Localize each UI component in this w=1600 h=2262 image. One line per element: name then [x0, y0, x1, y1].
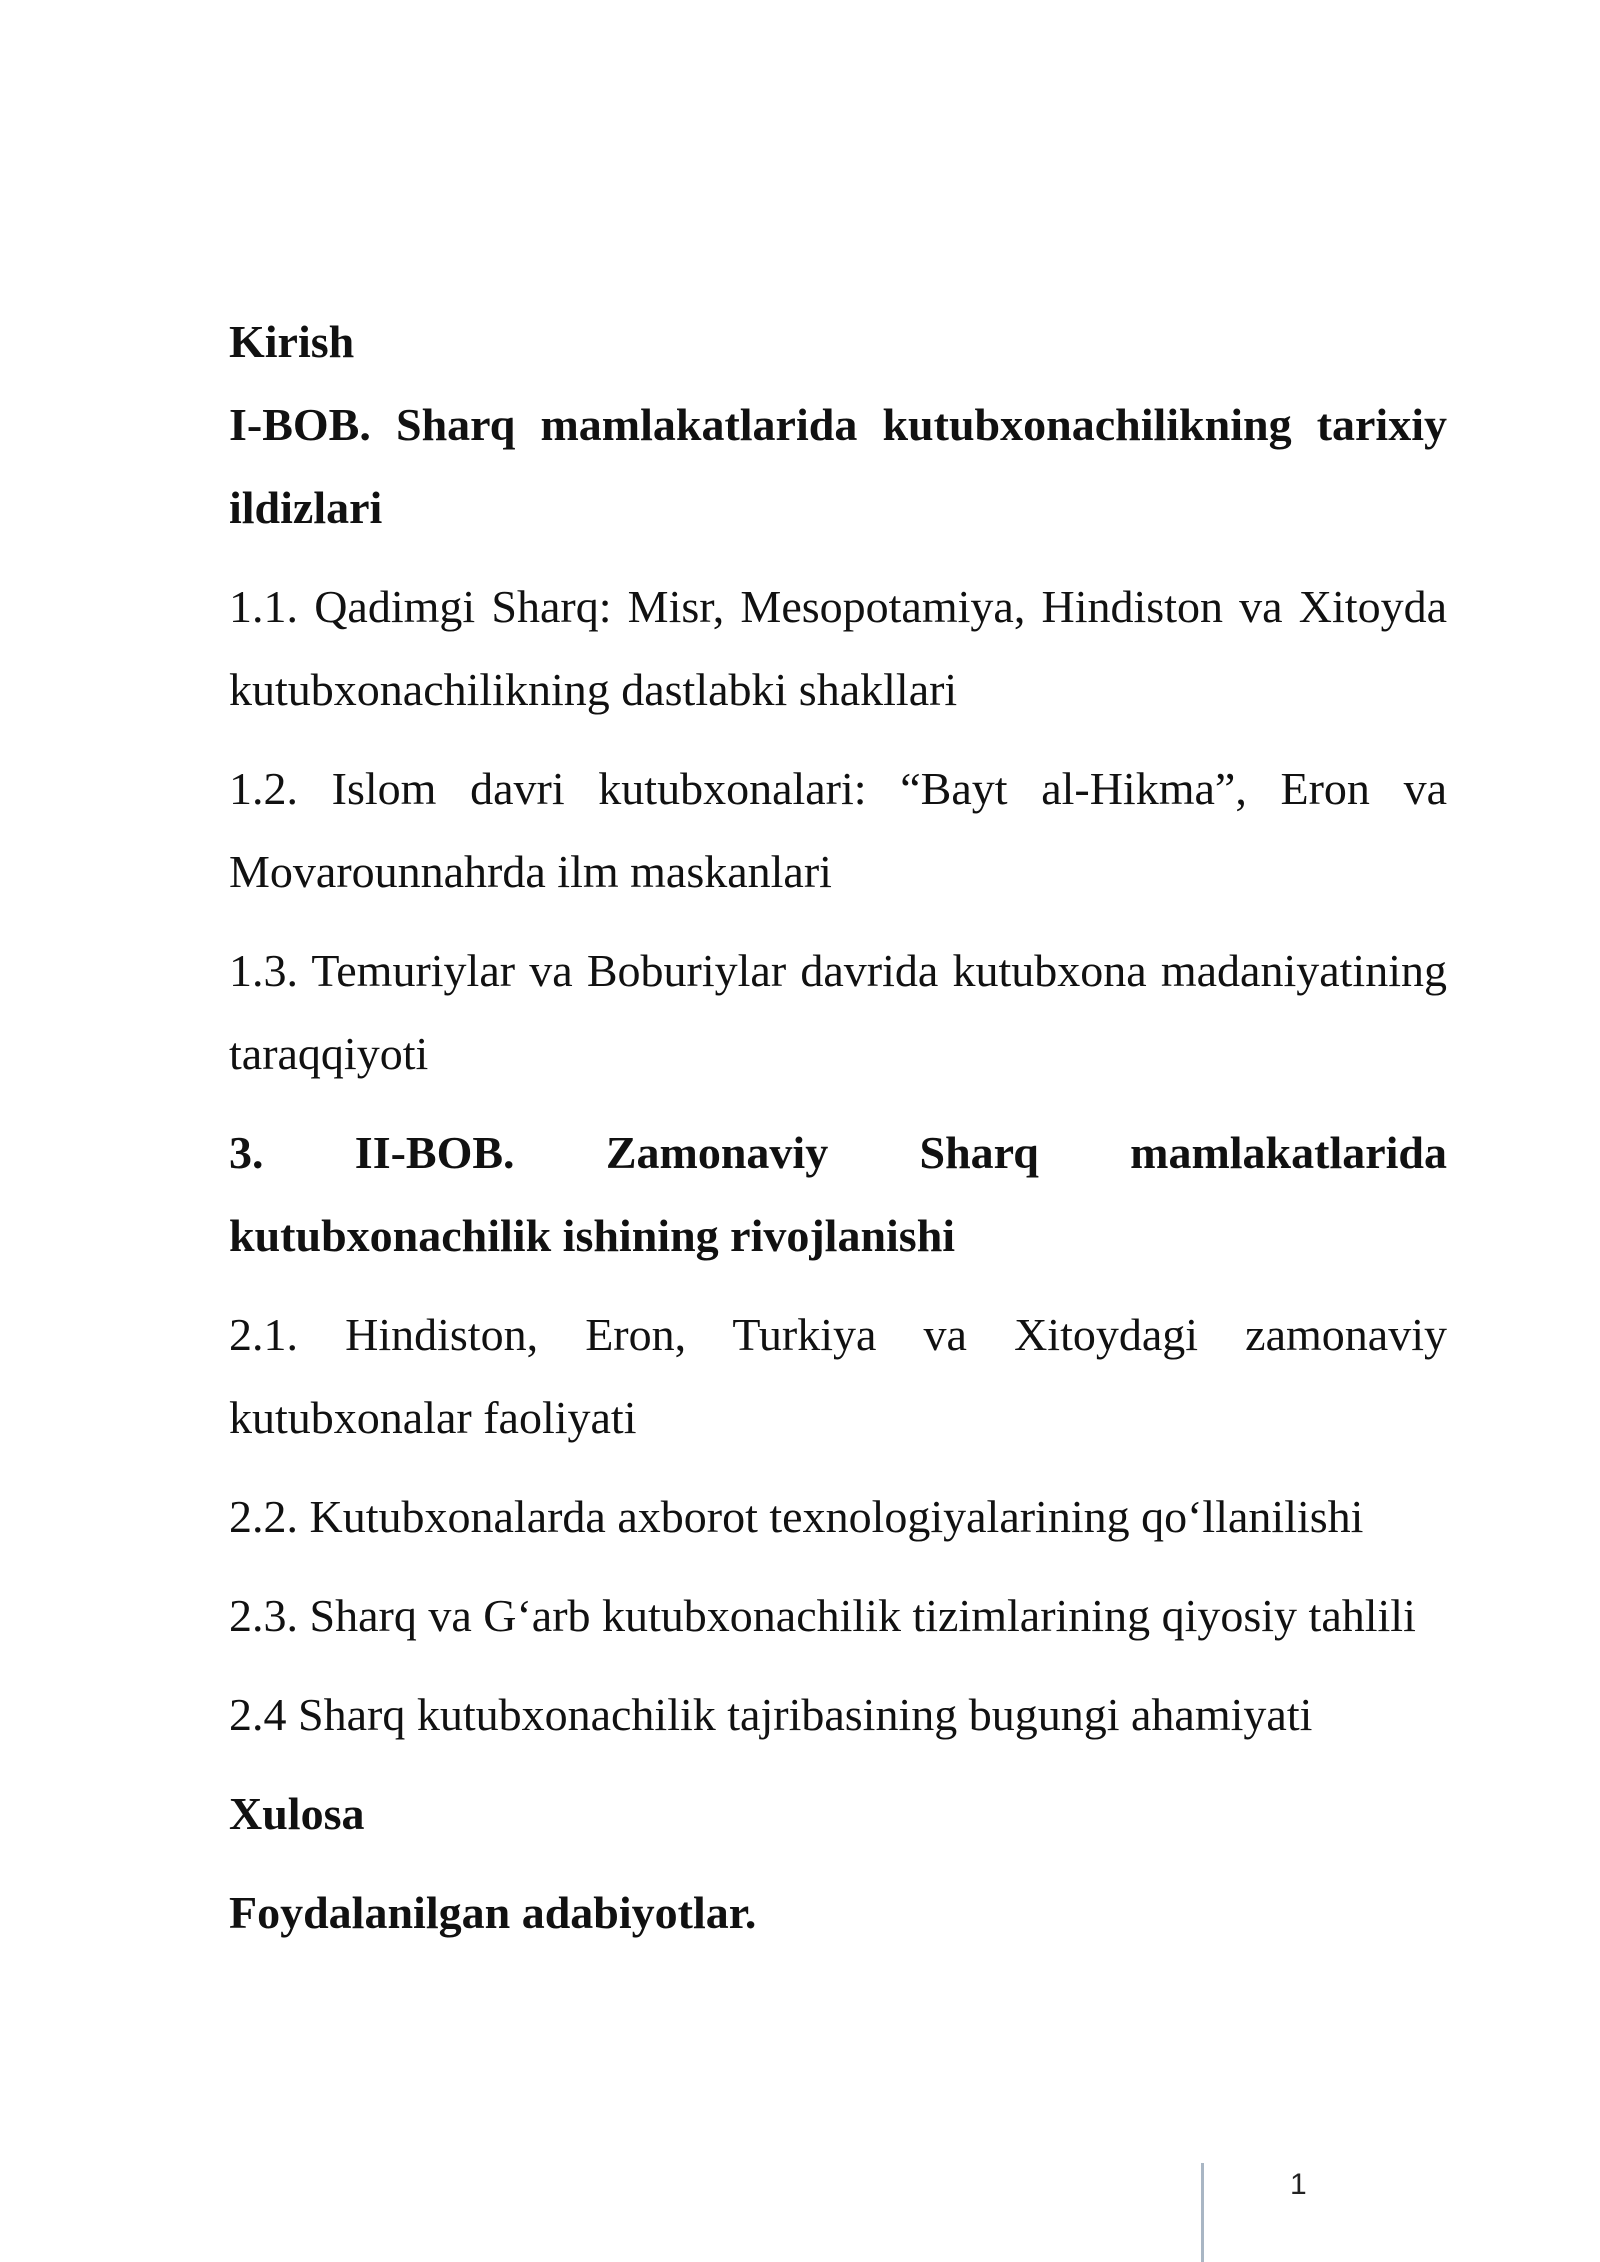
toc-entry-2-1: 2.1. Hindiston, Eron, Turkiya va Xitoydagi zamonaviy kutubxonalar faoliyati — [229, 1309, 1447, 1443]
toc-entry-chapter-1: I-BOB. Sharq mamlakatlarida kutubxonachilikning tarixiy ildizlari — [229, 399, 1447, 533]
toc-entry-1-1: 1.1. Qadimgi Sharq: Misr, Mesopotamiya, Hindiston va Xitoyda kutubxonachilikning dastlabki shakllari — [229, 581, 1447, 715]
toc-entry-kirish: Kirish — [229, 316, 355, 367]
toc-entry-1-3: 1.3. Temuriylar va Boburiylar davrida kutubxona madaniyatining taraqqiyoti — [229, 945, 1447, 1079]
toc-entry-2-3: 2.3. Sharq va G‘arb kutubxonachilik tizimlarining qiyosiy tahlili — [229, 1590, 1416, 1641]
toc-entry-xulosa: Xulosa — [229, 1788, 365, 1839]
toc-entry-2-4: 2.4 Sharq kutubxonachilik tajribasining bugungi ahamiyati — [229, 1689, 1313, 1740]
page-number: 1 — [1290, 2168, 1307, 2201]
footer-divider — [1201, 2163, 1204, 2262]
toc-entry-1-2: 1.2. Islom davri kutubxonalari: “Bayt al-Hikma”, Eron va Movarounnahrda ilm maskanlari — [229, 763, 1447, 897]
table-of-contents — [229, 300, 1447, 1954]
toc-entry-2-2: 2.2. Kutubxonalarda axborot texnologiyalarining qo‘llanilishi — [229, 1491, 1364, 1542]
toc-entry-chapter-2: 3. II-BOB. Zamonaviy Sharq mamlakatlarida kutubxonachilik ishining rivojlanishi — [229, 1127, 1447, 1261]
toc-entry-references: Foydalanilgan adabiyotlar. — [229, 1887, 757, 1938]
